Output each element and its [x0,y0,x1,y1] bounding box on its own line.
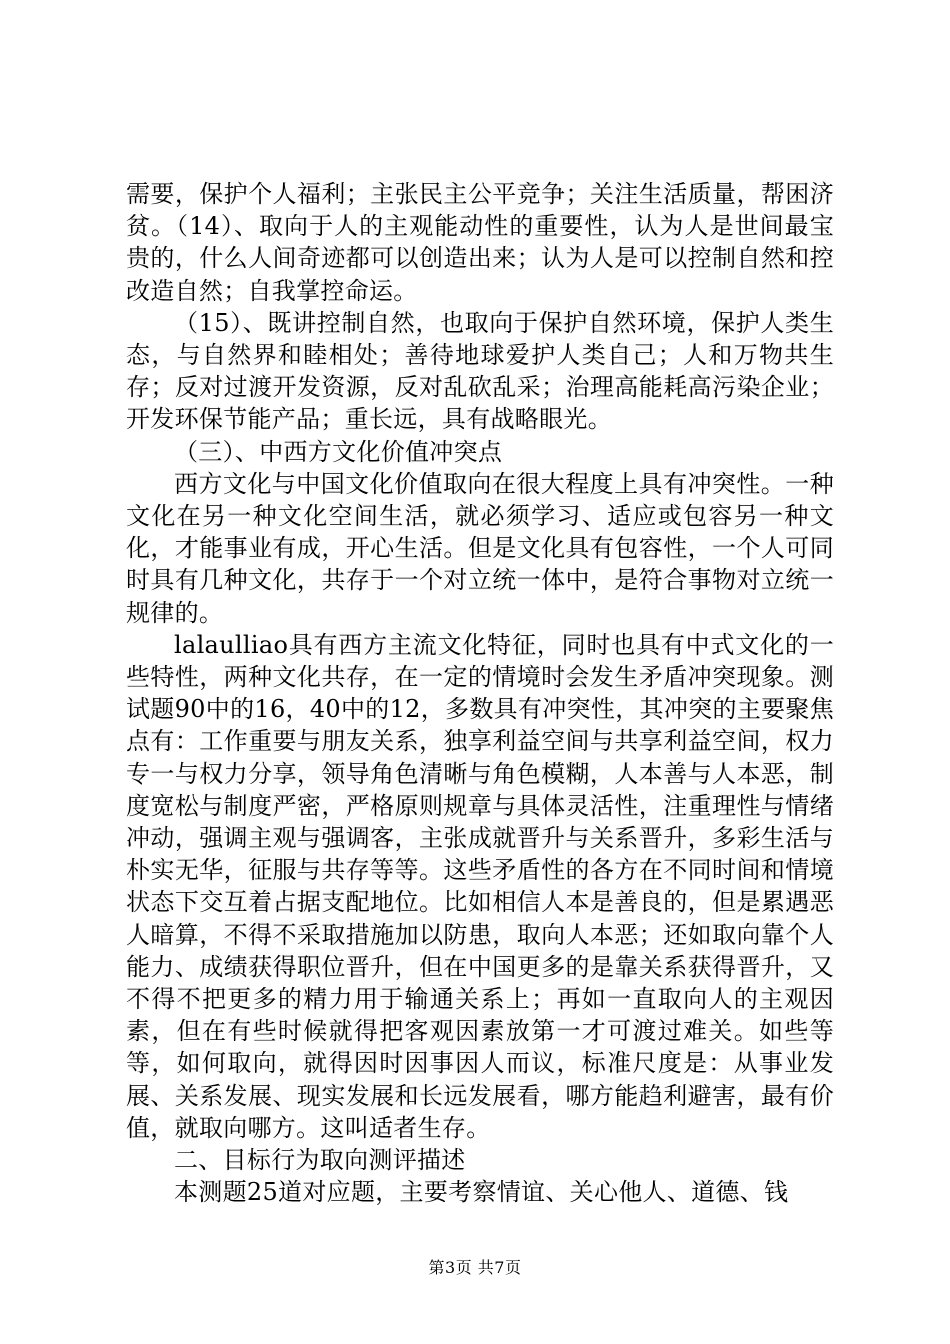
section-heading: （三）、中西方文化价值冲突点 [174,437,503,466]
page-footer [0,1258,950,1278]
paragraph: 西方文化与中国文化价值取向在很大程度上具有冲突性。一种文化在另一种文化空间生活，就必须学习、适应或包容另一种文化，才能事业有成，开心生活。但是文化具有包容性，一个人可同时具有几种文化，共存于一个对立统一体中，是符合事物对立统一规律的。 [126,469,834,627]
section-heading: 二、目标行为取向测评描述 [174,1146,466,1175]
paragraph: （15）、既讲控制自然，也取向于保护自然环境，保护人类生态，与自然界和睦相处；善待地球爱护人类自己；人和万物共生存；反对过渡开发资源，反对乱砍乱采；治理高能耗高污染企业；开发环保节能产品；重长远，具有战略眼光。 [126,308,834,434]
document-body [126,178,834,1209]
page-number-label: 第3页 共7页 [428,1258,522,1277]
paragraph: 需要，保护个人福利；主张民主公平竞争；关注生活质量，帮困济贫。（14）、取向于人的主观能动性的重要性，认为人是世间最宝贵的，什么人间奇迹都可以创造出来；认为人是可以控制自然和控改造自然；自我掌控命运。 [126,180,834,305]
paragraph: lalaulliao具有西方主流文化特征，同时也具有中式文化的一些特性，两种文化共存，在一定的情境时会发生矛盾冲突现象。测试题90中的16，40中的12，多数具有冲突性，其冲突的主要聚焦点有：工作重要与朋友关系，独享利益空间与共享利益空间，权力专一与权力分享，领导角色清晰与角色模糊，人本善与人本恶，制度宽松与制度严密，严格原则规章与具体灵活性，注重理性与情绪冲动，强调主观与强调客，主张成就晋升与关系晋升，多彩生活与朴实无华，征服与共存等等。这些矛盾性的各方在不同时间和情境状态下交互着占据支配地位。比如相信人本是善良的，但是累遇恶人暗算，不得不采取措施加以防患，取向人本恶；还如取向靠个人能力、成绩获得职位晋升，但在中国更多的是靠关系获得晋升，又不得不把更多的精力用于输通关系上；再如一直取向人的主观因素，但在有些时候就得把客观因素放第一才可渡过难关。如些等等，如何取向，就得因时因事因人而议，标准尺度是：从事业发展、关系发展、现实发展和长远发展看，哪方能趋利避害，最有价值，就取向哪方。这叫适者生存。 [126,630,834,1142]
paragraph: 本测题25道对应题，主要考察情谊、关心他人、道德、钱 [174,1178,789,1207]
